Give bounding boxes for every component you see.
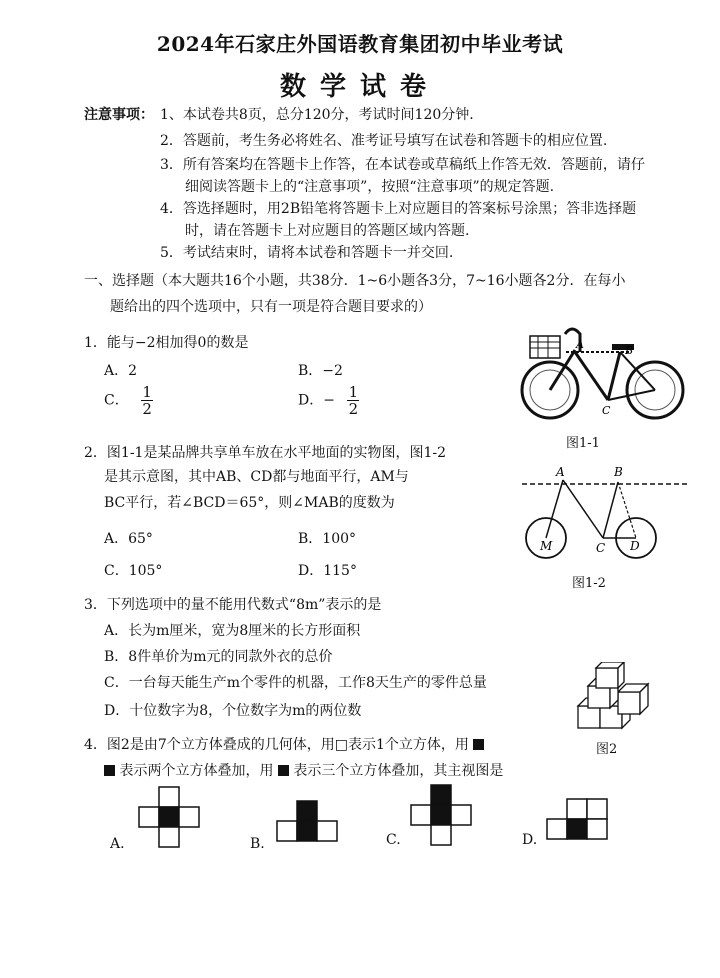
fraction-denominator: 2 [142, 400, 152, 418]
black-square-icon [278, 765, 289, 776]
q1-option-d-label: D．− [298, 392, 335, 409]
fig2-caption: 图2 [596, 742, 618, 757]
fig11-caption: 图1-1 [566, 436, 600, 451]
q4-line [104, 760, 503, 780]
q4-option-c: C. [386, 832, 401, 848]
q1-option-c [104, 384, 153, 417]
notice-item: 4．答选择题时，用2B铅笔将答题卡上对应题目的答案标号涂黑；答非选择题 [160, 201, 637, 217]
option-d-view-figure [546, 798, 610, 846]
notice-item: 1、本试卷共8页，总分120分，考试时间120分钟. [160, 107, 474, 123]
q2-option-d: D．115° [298, 563, 357, 579]
q4-line2-text-b: 表示三个立方体叠加，其主视图是 [293, 763, 504, 779]
option-a-view-figure [138, 786, 202, 850]
fig11-label-a: A [576, 338, 584, 351]
q3-option-a: A．长为m厘米，宽为8厘米的长方形面积 [104, 623, 361, 639]
q4-line2-text-a: 表示两个立方体叠加，用 [119, 763, 274, 779]
q1-option-c-label: C． [104, 392, 129, 409]
fig12-caption: 图1-2 [572, 576, 606, 591]
section-heading: 题给出的四个选项中，只有一项是符合题目要求的） [110, 299, 432, 315]
q2-option-b: B．100° [298, 531, 357, 547]
bicycle-photo-figure [510, 322, 690, 422]
q1-option-d [298, 384, 359, 417]
option-c-view-figure [410, 784, 474, 850]
q2-option-a: A．65° [104, 531, 153, 547]
notice-item: 细阅读答题卡上的“注意事项”，按照“注意事项”的规定答题. [185, 179, 555, 195]
q4-line [84, 734, 484, 754]
fig11-label-b: B [625, 344, 634, 357]
q4-option-b: B. [250, 836, 265, 852]
section-heading: 一、选择题（本大题共16个小题，共38分．1~6小题各3分，7~16小题各2分．在每小 [84, 273, 626, 289]
fig12-label-c: C [596, 541, 606, 555]
fig12-label-b: B [614, 465, 623, 479]
bicycle-schematic-figure [518, 462, 698, 572]
q2-option-c: C．105° [104, 563, 163, 579]
q2-line: 2．图1-1是某品牌共享单车放在水平地面的实物图，图1-2 [84, 445, 446, 461]
q3-option-d: D．十位数字为8，个位数字为m的两位数 [104, 703, 362, 719]
fraction-numerator: 1 [348, 383, 359, 401]
q2-line: 是其示意图，其中AB、CD都与地面平行，AM与 [104, 469, 409, 485]
q1-option-b: B．−2 [298, 363, 343, 379]
notice-item: 2．答题前，考生务必将姓名、准考证号填写在试卷和答题卡的相应位置. [160, 133, 608, 149]
stacked-cubes-figure [572, 662, 662, 734]
exam-subtitle: 数学试卷 [279, 72, 440, 102]
notice-item: 时，请在答题卡上对应题目的答题区域内答题. [185, 223, 470, 239]
exam-title: 2024年石家庄外国语教育集团初中毕业考试 [156, 32, 564, 56]
q3-option-c: C．一台每天能生产m个零件的机器，工作8天生产的零件总量 [104, 675, 487, 691]
q4-line1-text: 4．图2是由7个立方体叠成的几何体，用□表示1个立方体，用 [84, 737, 469, 753]
fraction-numerator: 1 [142, 383, 152, 401]
fig12-label-d: D [630, 539, 640, 553]
fraction-one-half [347, 384, 359, 417]
q2-line: BC平行，若∠BCD＝65°，则∠MAB的度数为 [104, 495, 395, 511]
q3-option-b: B．8件单价为m元的同款外衣的总价 [104, 649, 333, 665]
fig11-label-c: C [602, 404, 611, 417]
q4-option-a: A. [110, 836, 125, 852]
option-b-view-figure [276, 800, 340, 850]
black-square-icon [104, 765, 115, 776]
notice-item: 5．考试结束时，请将本试卷和答题卡一并交回. [160, 245, 454, 261]
q1-option-a: A．2 [104, 363, 138, 379]
fig12-label-a: A [556, 465, 565, 479]
q3-stem: 3．下列选项中的量不能用代数式“8m”表示的是 [84, 597, 382, 613]
notice-item: 3．所有答案均在答题卡上作答，在本试卷或草稿纸上作答无效．答题前，请仔 [160, 157, 645, 173]
q4-option-d: D. [522, 832, 538, 848]
fig12-label-m: M [540, 539, 553, 553]
notice-label: 注意事项： [84, 107, 154, 123]
black-square-icon [473, 739, 484, 750]
fraction-one-half [141, 384, 153, 417]
q1-stem: 1．能与−2相加得0的数是 [84, 335, 249, 351]
fraction-denominator: 2 [348, 400, 359, 418]
